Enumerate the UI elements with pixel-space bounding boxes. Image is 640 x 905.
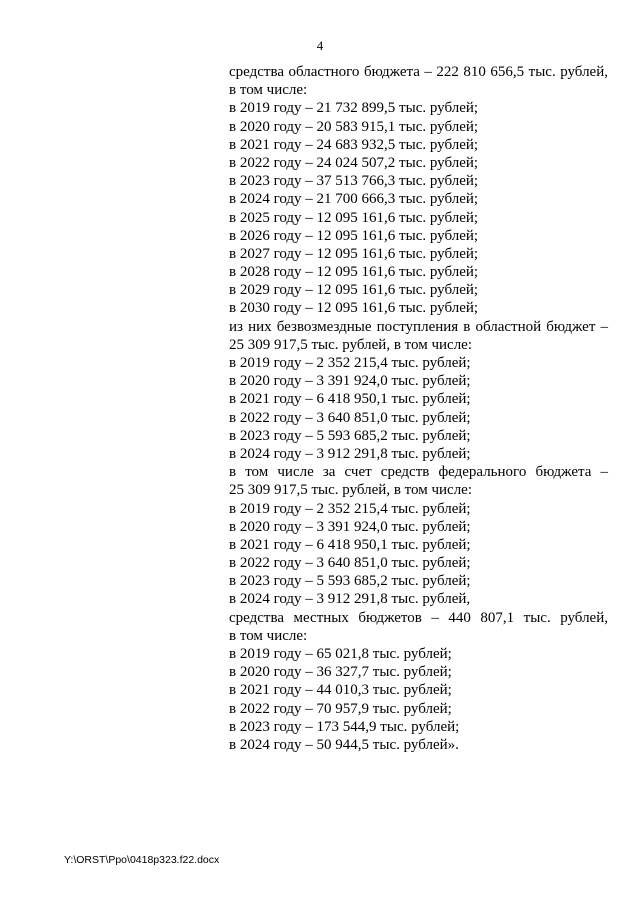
text-line: в 2022 году – 70 957,9 тыс. рублей; xyxy=(229,700,452,717)
text-line: в 2021 году – 44 010,3 тыс. рублей; xyxy=(229,682,452,699)
text-line: в том числе: xyxy=(229,82,308,99)
page-number: 4 xyxy=(316,38,324,53)
text-line: в 2023 году – 173 544,9 тыс. рублей; xyxy=(229,718,460,735)
text-line: в 2023 году – 5 593 685,2 тыс. рублей; xyxy=(229,573,471,590)
text-line: в 2019 году – 65 021,8 тыс. рублей; xyxy=(229,646,452,662)
text-line: в 2019 году – 2 352 215,4 тыс. рублей; xyxy=(229,500,471,517)
text-line: в 2020 году – 3 391 924,0 тыс. рублей; xyxy=(229,518,471,535)
text-line: в 2021 году – 6 418 950,1 тыс. рублей; xyxy=(229,536,471,553)
text-line: в 2026 году – 12 095 161,6 тыс. рублей; xyxy=(229,227,479,244)
text-line: в 2019 году – 2 352 215,4 тыс. рублей; xyxy=(229,355,471,371)
text-line: в 2029 году – 12 095 161,6 тыс. рублей; xyxy=(229,282,479,299)
text-line: в том числе: xyxy=(229,627,308,644)
file-path-footer: Y:\ORST\Ppo\0418p323.f22.docx xyxy=(64,854,220,866)
text-line: 25 309 917,5 тыс. рублей, в том числе: xyxy=(229,336,473,353)
text-line: в 2022 году – 3 640 851,0 тыс. рублей; xyxy=(229,409,471,426)
text-line: 25 309 917,5 тыс. рублей, в том числе: xyxy=(229,482,473,499)
text-line: в 2025 году – 12 095 161,6 тыс. рублей; xyxy=(229,209,479,226)
text-line: в 2022 году – 24 024 507,2 тыс. рублей; xyxy=(229,154,479,171)
document-body xyxy=(229,63,608,754)
text-line: в 2023 году – 37 513 766,3 тыс. рублей; xyxy=(229,173,479,190)
text-line: в 2020 году – 36 327,7 тыс. рублей; xyxy=(229,664,452,681)
text-line: в 2027 году – 12 095 161,6 тыс. рублей; xyxy=(229,245,479,262)
text-line: из них безвозмездные поступления в областной бюджет – xyxy=(229,318,608,335)
text-line: в 2024 году – 3 912 291,8 тыс. рублей, xyxy=(229,591,471,608)
text-line: в 2030 году – 12 095 161,6 тыс. рублей; xyxy=(229,300,479,317)
text-line: в 2028 году – 12 095 161,6 тыс. рублей; xyxy=(229,264,479,281)
text-line: средства областного бюджета – 222 810 656,5 тыс. рублей, xyxy=(229,64,608,80)
text-line: в 2024 году – 50 944,5 тыс. рублей». xyxy=(229,736,459,753)
text-line: средства местных бюджетов – 440 807,1 тыс. рублей, xyxy=(229,609,608,626)
text-line: в 2024 году – 3 912 291,8 тыс. рублей; xyxy=(229,445,471,462)
text-line: в том числе за счет средств федерального бюджета – xyxy=(229,464,608,481)
text-line: в 2019 году – 21 732 899,5 тыс. рублей; xyxy=(229,100,479,117)
text-line: в 2021 году – 24 683 932,5 тыс. рублей; xyxy=(229,136,479,153)
text-line: в 2021 году – 6 418 950,1 тыс. рублей; xyxy=(229,391,471,408)
text-line: в 2022 году – 3 640 851,0 тыс. рублей; xyxy=(229,555,471,572)
text-line: в 2020 году – 3 391 924,0 тыс. рублей; xyxy=(229,373,471,390)
text-line: в 2023 году – 5 593 685,2 тыс. рублей; xyxy=(229,427,471,444)
text-line: в 2024 году – 21 700 666,3 тыс. рублей; xyxy=(229,191,479,208)
text-line: в 2020 году – 20 583 915,1 тыс. рублей; xyxy=(229,118,479,135)
